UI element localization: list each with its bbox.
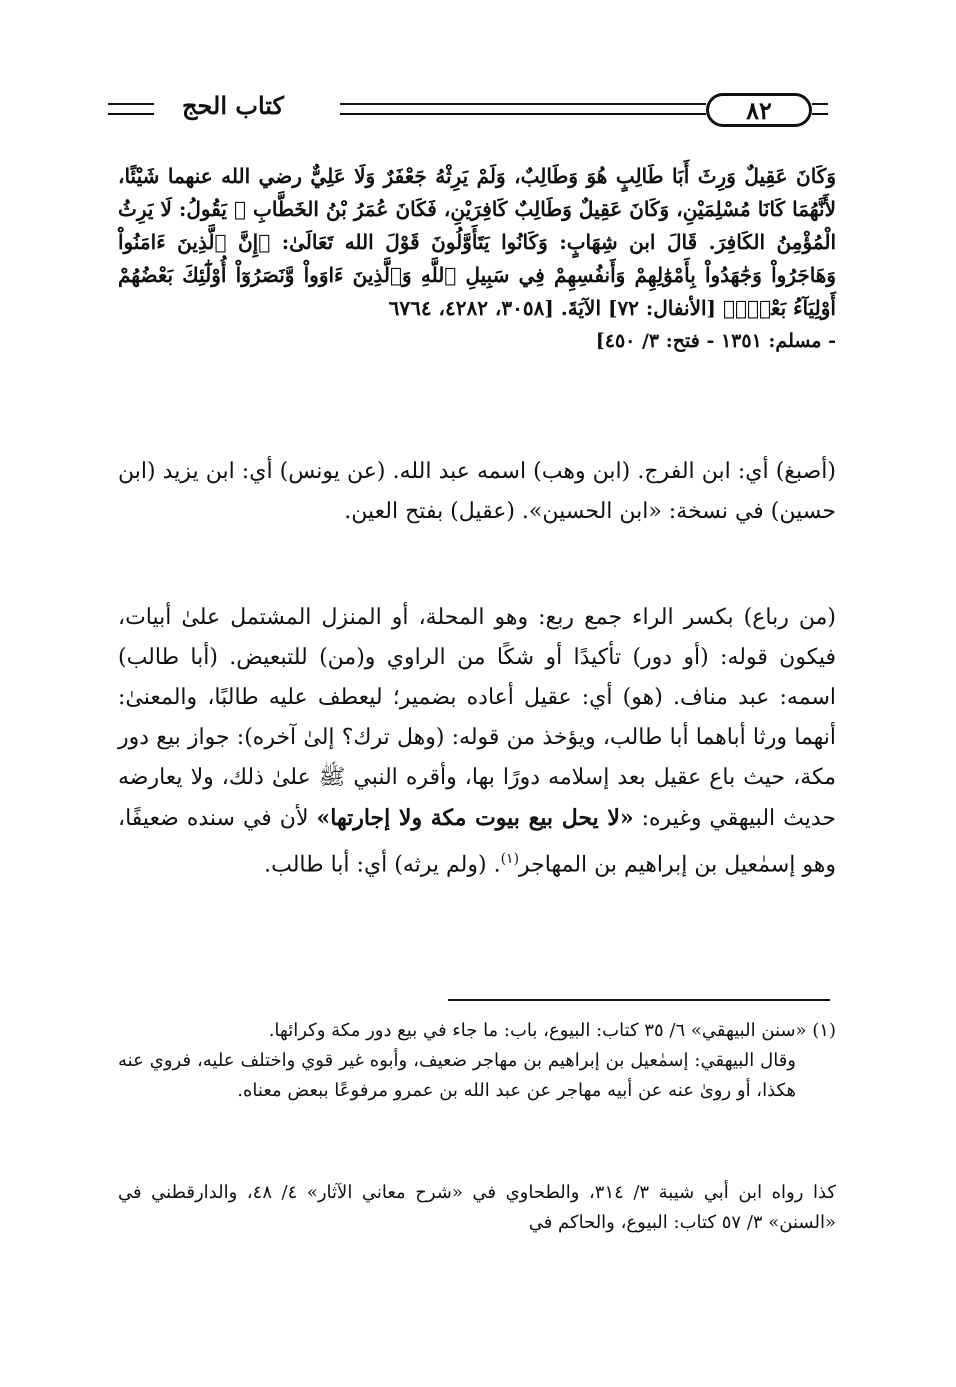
footnote-marker: (١)	[500, 851, 520, 867]
footnote-1	[118, 1016, 836, 1106]
hadith-text: وَكَانَ عَقِيلٌ وَرِثَ أَبَا طَالِبٍ هُوَ وَطَالِبٌ، وَلَمْ يَرِثْهُ جَعْفَرٌ وَلَا عَلِيٌّ رضي الله عنهما شَيْئًا، لأَنَّهُمَا كَانَا مُسْلِمَيْنِ، وَكَانَ عَقِيلٌ وَطَالِبٌ كَافِرَيْنِ، فَكَانَ عُمَرُ بْنُ الخَطَّابِ ﷺ يَقُولُ: لَا يَرِثُ الْمُؤْمِنُ الكَافِرَ. قَالَ ابن شِهَابٍ: وَكَانُوا يَتَأَوَّلُونَ قَوْلَ الله تَعَالَىٰ: ﴿إِنَّ ٱلَّذِينَ ءَامَنُواْ وَهَاجَرُواْ وَجَٰهَدُواْ بِأَمْوَٰلِهِمْ وَأَنفُسِهِمْ فِي سَبِيلِ ٱللَّهِ وَٱلَّذِينَ ءَاوَواْ وَّنَصَرُوٓاْ أُوْلَٰٓئِكَ بَعْضُهُمْ أَوْلِيَآءُ بَعْضٍۚ﴾ [الأنفال: ٧٢] الآيَةَ. [٣٠٥٨، ٤٢٨٢، ٦٧٦٤	[118, 164, 836, 320]
paragraph-2-continuation: لأن في سنده ضعيفًا، وهو إسمٰعيل بن إبراهيم بن المهاجر	[118, 806, 836, 878]
footnote-1-continuation: وقال البيهقي: إسمٰعيل بن إبراهيم بن مهاجر ضعيف، وأبوه غير قوي واختلف عليه، فروي عنه هكذا، أو روىٰ عنه عن أبيه مهاجر عن عبد الله بن عمرو مرفوعًا ببعض معناه.	[118, 1050, 796, 1101]
footnote-separator	[448, 999, 830, 1001]
header-rule-left-top	[108, 103, 154, 105]
commentary-paragraph-1: (أصبغ) أي: ابن الفرج. (ابن وهب) اسمه عبد الله. (عن يونس) أي: ابن يزيد (ابن حسين) في نسخة: «ابن الحسين». (عقيل) بفتح العين.	[118, 459, 836, 524]
page-header	[108, 85, 828, 135]
header-rule-right-bottom	[812, 113, 828, 115]
paragraph-2-text: (من رباع) بكسر الراء جمع ربع: وهو المحلة، أو المنزل المشتمل علىٰ أبيات، فيكون قوله: (أو دور) تأكيدًا أو شكًا من الراوي و(من) للتبعيض. (أبا طالب) اسمه: عبد مناف. (هو) أي: عقيل أعاده بضمير؛ ليعطف عليه طالبًا، والمعنىٰ: أنهما ورثا أباهما أبا طالب، ويؤخذ من قوله: (وهل ترك؟ إلىٰ آخره): جواز بيع دور مكة، حيث باع عقيل بعد إسلامه دورًا بها، وأقره النبي ﷺ علىٰ ذلك، ولا يعارضه حديث البيهقي وغيره:	[118, 605, 836, 831]
running-book-title: كتاب الحج	[182, 91, 284, 120]
footnote-2: كذا رواه ابن أبي شيبة ٣/ ٣١٤، والطحاوي في «شرح معاني الآثار» ٤/ ٤٨، والدارقطني في «السنن» ٣/ ٥٧ كتاب: البيوع، والحاكم في	[118, 1182, 837, 1233]
commentary-paragraph-2	[118, 598, 836, 885]
header-rule-right-top	[812, 103, 828, 105]
hadith-reference: - مسلم: ١٣٥١ - فتح: ٣/ ٤٥٠]	[595, 330, 836, 352]
header-rule-left-bottom	[108, 113, 154, 115]
quoted-hadith-bold: «لا يحل بيع بيوت مكة ولا إجارتها»	[316, 805, 634, 831]
page-number: ٨٢	[706, 93, 812, 127]
footnote-1-first-line: (١) «سنن البيهقي» ٦/ ٣٥ كتاب: البيوع، باب: ما جاء في بيع دور مكة وكرائها.	[268, 1020, 836, 1041]
paragraph-2-end: . (ولم يرثه) أي: أبا طالب.	[264, 852, 501, 878]
header-rule-middle-top	[340, 103, 706, 105]
header-rule-middle-bottom	[340, 113, 706, 115]
